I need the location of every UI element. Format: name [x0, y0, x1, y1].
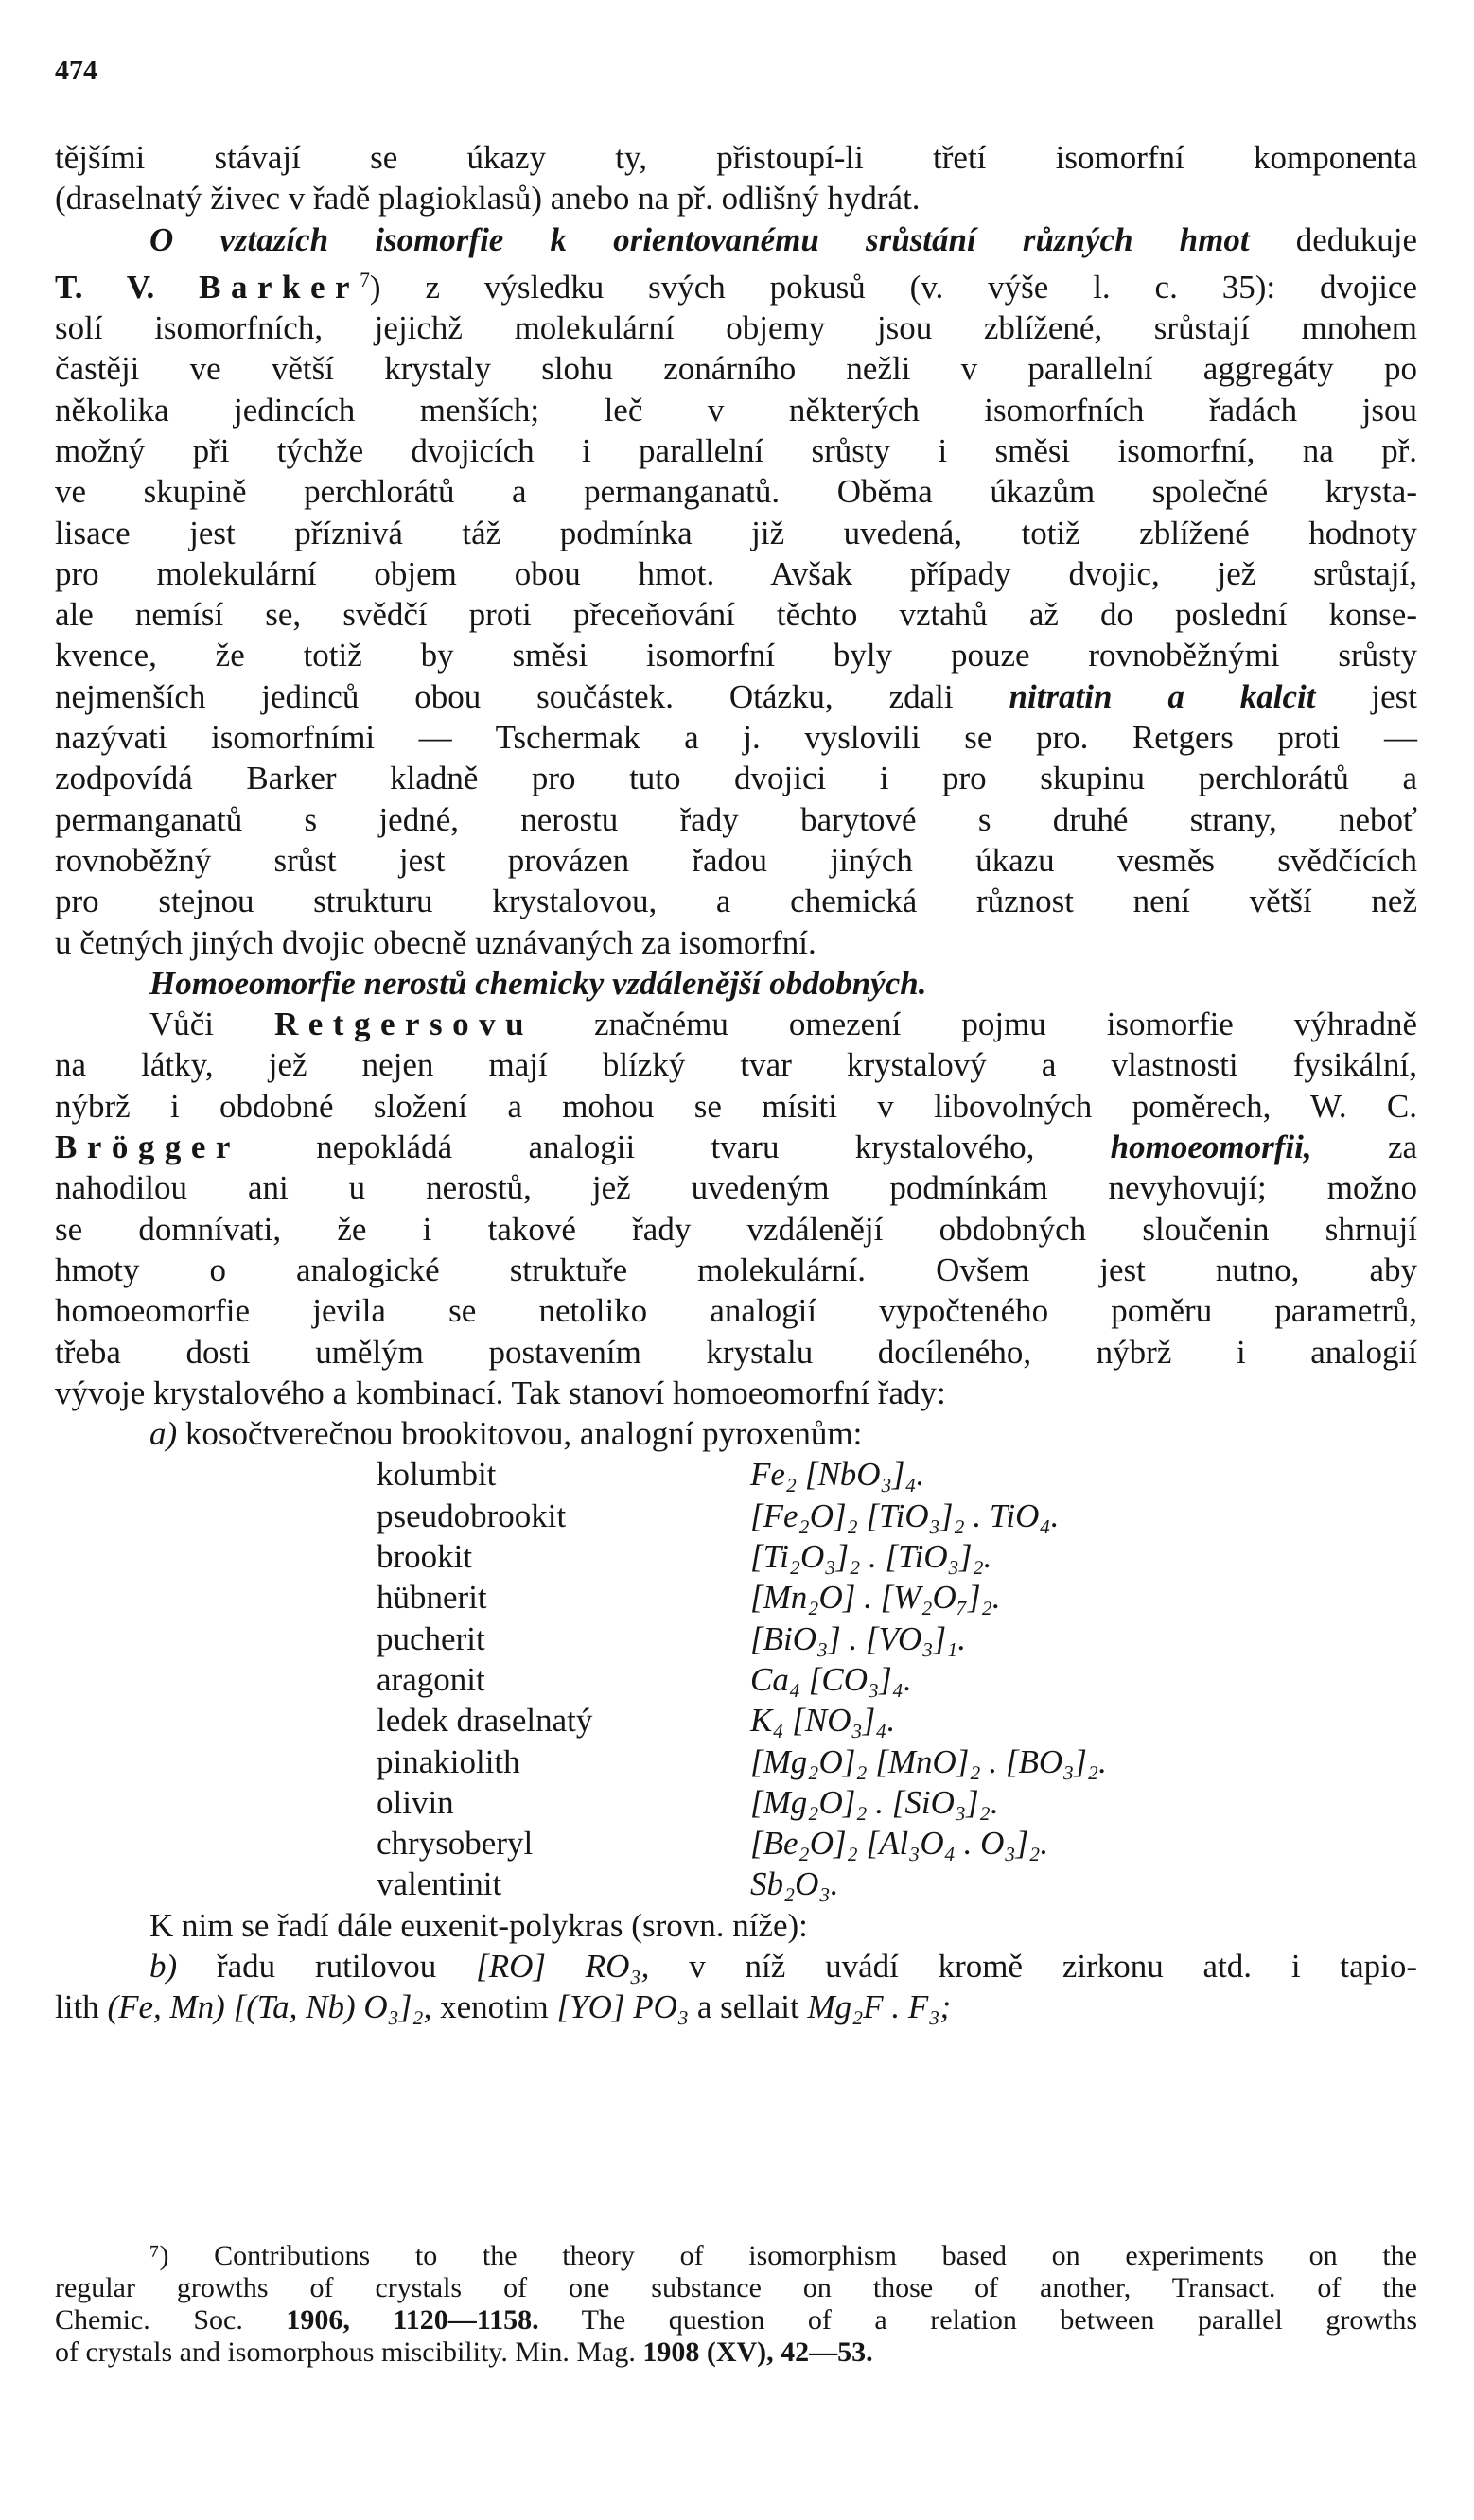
mineral-row	[377, 1823, 1107, 1864]
mineral-name: chrysoberyl	[377, 1825, 534, 1863]
text-line: se domnívati, že i takové řady vzdálenějí obdobných sloučenin shrnují	[55, 1210, 1417, 1248]
mineral-formula: [BiO₃] . [VO₃]₁.	[750, 1619, 966, 1657]
footnote-ref: 7	[360, 268, 370, 291]
text-span: v níž uvádí kromě zirkonu atd. i tapio-	[689, 1947, 1418, 1985]
text-span: za	[1387, 1129, 1418, 1166]
mineral-formula: [Fe₂O]₂ [TiO₃]₂ . TiO₄.	[750, 1496, 1060, 1534]
mineral-formula: [Mn₂O] . [W₂O₇]₂.	[750, 1579, 1001, 1617]
footnote-line	[55, 2240, 1417, 2272]
text-span: ) z výsledku svých pokusů (v. výše l. c. 35): dvojice	[369, 268, 1417, 306]
text-line: možný při týchže dvojicích i parallelní srůsty i směsi isomorfní, na př.	[55, 432, 1417, 469]
footnote-mark: ⁷)	[149, 2240, 169, 2271]
mineral-row	[377, 1700, 1107, 1741]
list-item	[55, 1946, 1417, 1986]
text-span: Vůči	[149, 1006, 215, 1043]
section-heading: O vztazích isomorfie k orientovanému srůstání různých hmot	[149, 220, 1250, 258]
footnote-line	[55, 2336, 1417, 2369]
page-number: 474	[55, 55, 97, 86]
mineral-row	[377, 1454, 1107, 1495]
text-span: kosočtverečnou brookitovou, analogní pyroxenům:	[184, 1415, 863, 1453]
text-span: xenotim	[440, 1988, 549, 2026]
mineral-formula: [Mg₂O]₂ [MnO]₂ . [BO₃]₂.	[750, 1742, 1107, 1780]
list-marker: b)	[149, 1947, 178, 1985]
mineral-formula: K₄ [NO₃]₄.	[750, 1702, 896, 1740]
text-line: zodpovídá Barker kladně pro tuto dvojici i pro skupinu perchlorátů a	[55, 760, 1417, 797]
mineral-formula: [Be₂O]₂ [Al₃O₄ . O₃]₂.	[750, 1825, 1049, 1863]
text-line: nahodilou ani u nerostů, jež uvedeným podmínkám nevyhovují; možno	[55, 1169, 1417, 1207]
section-heading-line	[55, 219, 1417, 260]
text-line: ve skupině perchlorátů a permanganatů. Oběma úkazům společné krysta-	[55, 473, 1417, 511]
text-line: lisace jest příznivá táž podmínka již uvedená, totiž zblížené hodnoty	[55, 514, 1417, 551]
text-line	[55, 1127, 1417, 1167]
text-line: nazývati isomorfními — Tschermak a j. vyslovili se pro. Retgers proti —	[55, 719, 1417, 757]
text-span: jest	[1371, 677, 1417, 715]
text-span: T. V.	[55, 268, 155, 306]
text-span: lith	[55, 1988, 99, 2026]
text-span: 1908 (XV), 42—53.	[642, 2336, 873, 2368]
text-line: několika jedincích menších; leč v některých isomorfních řadách jsou	[55, 391, 1417, 429]
mineral-name: hübnerit	[377, 1579, 487, 1617]
mineral-formula: [Mg₂O]₂ . [SiO₃]₂.	[750, 1783, 999, 1821]
formula: [YO] PO₃	[556, 1988, 690, 2026]
mineral-row	[377, 1536, 1107, 1577]
text-line: u četných jiných dvojic obecně uznávaných za isomorfní.	[55, 923, 816, 961]
list-item	[55, 1413, 1417, 1454]
section-heading: Homoeomorfie nerostů chemicky vzdálenější obdobných.	[149, 964, 927, 1002]
mineral-row	[377, 1496, 1107, 1536]
text-line: hmoty o analogické struktuře molekulární. Ovšem jest nutno, aby	[55, 1251, 1417, 1288]
italic-term: nitratin a kalcit	[1009, 677, 1316, 715]
mineral-name: pucherit	[377, 1619, 485, 1657]
text-span: a sellait	[696, 1988, 799, 2026]
text-line: solí isomorfních, jejichž molekulární objemy jsou zblížené, srůstají mnohem	[55, 309, 1417, 347]
mineral-name: brookit	[377, 1538, 473, 1576]
text-line: rovnoběžný srůst jest provázen řadou jiných úkazu vesměs svědčících	[55, 841, 1417, 879]
text-span: řadu rutilovou	[216, 1947, 437, 1985]
text-line: (draselnatý živec v řadě plagioklasů) anebo na př. odlišný hydrát.	[55, 180, 921, 218]
mineral-formula: [Ti₂O₃]₂ . [TiO₃]₂.	[750, 1538, 992, 1576]
text-line: pro stejnou strukturu krystalovou, a chemická různost není větší než	[55, 883, 1417, 920]
list-marker: a)	[149, 1415, 178, 1453]
author-name: Brögger	[55, 1129, 240, 1166]
footnote	[55, 2240, 1417, 2369]
formula: Mg₂F . F₃;	[807, 1988, 952, 2026]
text-line: ale nemísí se, svědčí proti přeceňování těchto vztahů až do poslední konse-	[55, 596, 1417, 634]
text-line: tějšími stávají se úkazy ty, přistoupí-li třetí isomorfní komponenta	[55, 139, 1417, 176]
text-line: na látky, jež nejen mají blízký tvar krystalový a vlastnosti fysikální,	[55, 1046, 1417, 1084]
section-heading-line	[55, 963, 1417, 1004]
text-span: nejmenších jedinců obou součástek. Otázku, zdali	[55, 677, 954, 715]
body-text	[55, 137, 1417, 2028]
mineral-row	[377, 1659, 1107, 1700]
text-span: Chemic. Soc.	[55, 2304, 243, 2336]
text-span: 1906, 1120—1158.	[286, 2304, 539, 2336]
mineral-name: aragonit	[377, 1660, 485, 1698]
text-line: permanganatů s jedné, nerostu řady barytové s druhé strany, neboť	[55, 800, 1417, 838]
text-line: kvence, že totiž by směsi isomorfní byly pouze rovnoběžnými srůsty	[55, 637, 1417, 674]
text-span: Contributions to the theory of isomorphism based on experiments on the	[214, 2240, 1417, 2271]
text-line	[55, 260, 1417, 307]
text-line: vývoje krystalového a kombinací. Tak stanoví homoeomorfní řady:	[55, 1374, 946, 1411]
mineral-name: olivin	[377, 1783, 454, 1821]
text-span: nepokládá analogii tvaru krystalového,	[316, 1129, 1035, 1166]
author-name: Barker	[199, 268, 360, 306]
text-line	[55, 676, 1417, 717]
text-span: of crystals and isomorphous miscibility. Min. Mag.	[55, 2336, 636, 2368]
mineral-formula: Ca₄ [CO₃]₄.	[750, 1660, 912, 1698]
mineral-row	[377, 1782, 1107, 1823]
mineral-name: kolumbit	[377, 1456, 497, 1494]
mineral-row	[377, 1577, 1107, 1618]
mineral-row	[377, 1864, 1107, 1904]
mineral-formula: Sb₂O₃.	[750, 1865, 839, 1903]
text-line: častěji ve větší krystaly slohu zonárního nežli v parallelní aggregáty po	[55, 350, 1417, 388]
text-line: nýbrž i obdobné složení a mohou se mísiti v libovolných poměrech, W. C.	[55, 1087, 1417, 1125]
text-line	[55, 1986, 1417, 2027]
footnote-line	[55, 2304, 1417, 2336]
footnote-line: regular growths of crystals of one substance on those of another, Transact. of the	[55, 2272, 1417, 2303]
mineral-name: ledek draselnatý	[377, 1702, 593, 1740]
text-line	[55, 1004, 1417, 1044]
mineral-row	[377, 1619, 1107, 1659]
text-span: značnému omezení pojmu isomorfie výhradně	[594, 1006, 1418, 1043]
text-span: The question of a relation between parallel growths	[581, 2304, 1418, 2336]
text-line: třeba dosti umělým postavením krystalu docíleného, nýbrž i analogií	[55, 1333, 1417, 1371]
text-span: dedukuje	[1295, 220, 1417, 258]
italic-term: homoeomorfii,	[1110, 1129, 1312, 1166]
mineral-name: valentinit	[377, 1865, 502, 1903]
formula: [RO] RO₃,	[476, 1947, 650, 1985]
mineral-name: pseudobrookit	[377, 1496, 567, 1534]
text-line: pro molekulární objem obou hmot. Avšak případy dvojic, jež srůstají,	[55, 554, 1417, 592]
text-line: homoeomorfie jevila se netoliko analogií vypočteného poměru parametrů,	[55, 1292, 1417, 1330]
formula: (Fe, Mn) [(Ta, Nb) O₃]₂,	[107, 1988, 432, 2026]
mineral-name: pinakiolith	[377, 1742, 520, 1780]
text-line: K nim se řadí dále euxenit-polykras (srovn. níže):	[149, 1906, 808, 1944]
author-name: Retgersovu	[273, 1006, 535, 1043]
mineral-row	[377, 1741, 1107, 1782]
mineral-formula: Fe₂ [NbO₃]₄.	[750, 1456, 925, 1494]
mineral-table	[377, 1454, 1107, 1904]
